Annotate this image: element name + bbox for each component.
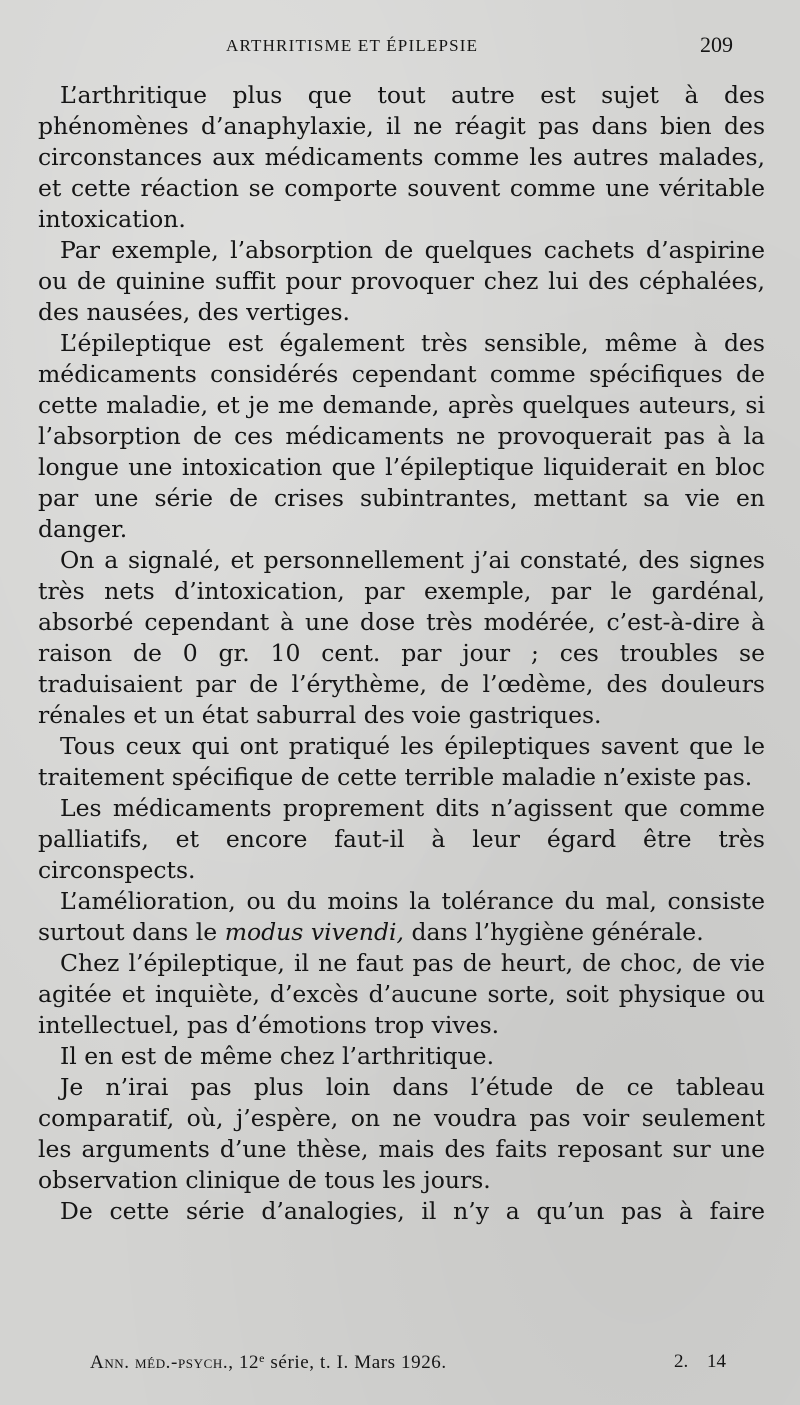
paragraph-4: On a signalé, et personnellement j’ai constaté, des signes très nets d’intoxication, par exemple, par le gardénal, absorbé cependant à une dose très modérée, c’est-à-dire à raison de 0 gr. 10 cent. par jour ; ces troubles se traduisaient par de l’érythème, de l’œdème, des douleurs rénales et un état saburral des voie gastriques.: [38, 546, 765, 729]
signature-part-2: 14: [707, 1351, 726, 1372]
paragraph-7-after: dans l’hygiène générale.: [403, 918, 704, 946]
journal-abbrev: Ann. méd.-psych.,: [90, 1352, 234, 1373]
series-superscript: e: [259, 1351, 266, 1365]
journal-citation: [90, 1351, 447, 1374]
page-number: 209: [700, 32, 733, 57]
paragraph-6: Les médicaments proprement dits n’agissent que comme palliatifs, et encore faut-il à leur égard être très circonspects.: [38, 794, 765, 884]
signature-part-1: 2.: [674, 1351, 689, 1372]
series-number: 12: [238, 1352, 260, 1373]
paragraph-11: De cette série d’analogies, il n’y a qu’un pas à faire: [60, 1197, 765, 1225]
body-text: [38, 80, 765, 1227]
page-header: [0, 32, 800, 66]
paragraph-2: Par exemple, l’absorption de quelques cachets d’aspirine ou de quinine suffit pour provoquer chez lui des céphalées, des nausées, des vertiges.: [38, 236, 765, 326]
printer-signature: [674, 1351, 726, 1373]
paragraph-1: L’arthritique plus que tout autre est sujet à des phénomènes d’anaphylaxie, il ne réagit pas dans bien des circonstances aux médicaments comme les autres malades, et cette réaction se comporte souvent comme une véritable intoxication.: [38, 81, 765, 233]
paragraph-5: Tous ceux qui ont pratiqué les épileptiques savent que le traitement spécifique de cette terrible maladie n’existe pas.: [38, 732, 765, 791]
paragraph-7-emphasis: modus vivendi,: [224, 918, 404, 946]
page-footer: [0, 1351, 800, 1381]
paragraph-10: Je n’irai pas plus loin dans l’étude de ce tableau comparatif, où, j’espère, on ne voudra pas voir seulement les arguments d’une thèse, mais des faits reposant sur une observation clinique de tous les jours.: [38, 1073, 765, 1194]
series-rest: série, t. I. Mars 1926.: [265, 1352, 447, 1373]
paragraph-7-before: L’amélioration, ou du moins la tolérance du mal, consiste surtout dans le: [38, 887, 765, 946]
paragraph-8: Chez l’épileptique, il ne faut pas de heurt, de choc, de vie agitée et inquiète, d’excès d’aucune sorte, soit physique ou intellectuel, pas d’émotions trop vives.: [38, 949, 765, 1039]
running-title: ARTHRITISME ET ÉPILEPSIE: [226, 36, 479, 55]
paragraph-9: Il en est de même chez l’arthritique.: [60, 1042, 495, 1070]
paragraph-3: L’épileptique est également très sensible, même à des médicaments considérés cependant comme spécifiques de cette maladie, et je me demande, après quelques auteurs, si l’absorption de ces médicaments ne provoquerait pas à la longue une intoxication que l’épileptique liquiderait en bloc par une série de crises subintrantes, mettant sa vie en danger.: [38, 329, 765, 543]
paragraph-7: [38, 886, 765, 948]
